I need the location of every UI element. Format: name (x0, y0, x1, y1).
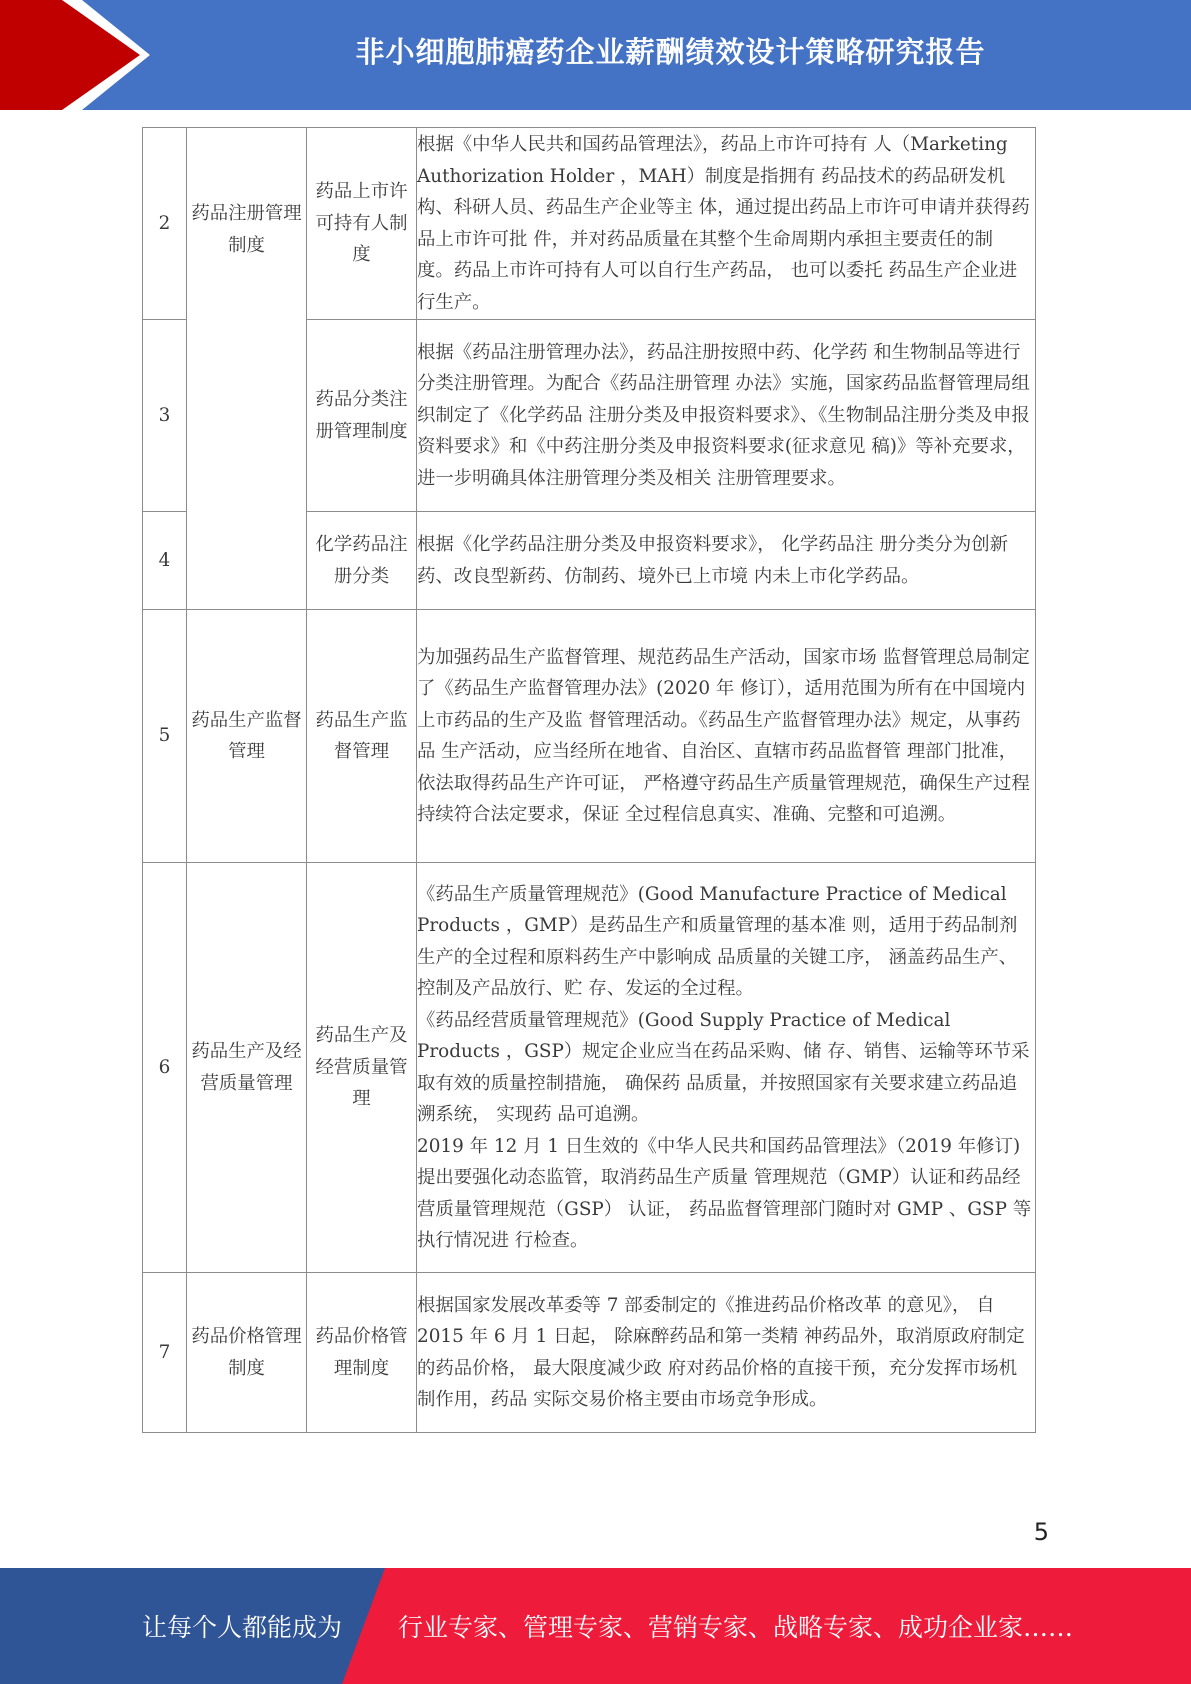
description-paragraph: 根据《中华人民共和国药品管理法》，药品上市许可持有 人（Marketing Authorization Holder ，MAH）制度是指拥有 药品技术的药品研发机构、科研人员、药品生产企业等主 体，通过提出药品上市许可申请并获得药品上市许可批 件，并对药品质量在其整个生命周期内承担主要责任的制 度。药品上市许可持有人可以自行生产药品， 也可以委托 药品生产企业进行生产。 (417, 134, 1030, 313)
description-cell (417, 610, 1036, 863)
description-cell (417, 128, 1036, 320)
category-cell: 药品生产及经营质量管理 (187, 863, 307, 1273)
description-paragraph: 为加强药品生产监督管理、规范药品生产活动，国家市场 监督管理总局制定了《药品生产监督管理办法》(2020 年 修订），适用范围为所有在中国境内上市药品的生产及监 督管理活动。《药品生产监督管理办法》规定，从事药品 生产活动，应当经所在地省、自治区、直辖市药品监督管 理部门批准，依法取得药品生产许可证， 严格遵守药品生产质量管理规范，确保生产过程持续符合法定要求，保证 全过程信息真实、准确、完整和可追溯。 (417, 646, 1030, 825)
page-header (0, 0, 1191, 110)
row-number: 7 (143, 1273, 187, 1433)
description-paragraph: 根据《化学药品注册分类及申报资料要求》， 化学药品注 册分类分为创新药、改良型新药、仿制药、境外已上市境 内未上市化学药品。 (417, 534, 1008, 587)
item-cell: 药品上市许可持有人制度 (307, 128, 417, 320)
description-cell (417, 1273, 1036, 1433)
row-number: 6 (143, 863, 187, 1273)
description-cell (417, 512, 1036, 610)
description-cell (417, 320, 1036, 512)
footer-slogan-right: 行业专家、管理专家、营销专家、战略专家、成功企业家…… (398, 1613, 1074, 1642)
table-row (143, 863, 1036, 1273)
page-footer (0, 1568, 1191, 1684)
category-cell: 药品生产监督管理 (187, 610, 307, 863)
description-paragraph: 《药品生产质量管理规范》(Good Manufacture Practice of Medical Products ，GMP）是药品生产和质量管理的基本准 则，适用于药品制剂生产的全过程和原料药生产中影响成 品质量的关键工序， 涵盖药品生产、控制及产品放行、贮 存、发运的全过程。 (417, 883, 1018, 999)
row-number: 4 (143, 512, 187, 610)
item-cell: 药品价格管理制度 (307, 1273, 417, 1433)
header-red-chevron (0, 0, 150, 110)
item-cell: 药品生产监督管理 (307, 610, 417, 863)
table-row (143, 128, 1036, 320)
row-number: 2 (143, 128, 187, 320)
item-cell: 药品生产及经营质量管理 (307, 863, 417, 1273)
table-row (143, 610, 1036, 863)
description-paragraph: 《药品经营质量管理规范》(Good Supply Practice of Medical Products ，GSP）规定企业应当在药品采购、储 存、销售、运输等环节采取有效的质量控制措施， 确保药 品质量，并按照国家有关要求建立药品追溯系统， 实现药 品可追溯。 (417, 1009, 1030, 1125)
footer-slogan-left: 让每个人都能成为 (142, 1613, 343, 1642)
description-paragraph: 根据国家发展改革委等 7 部委制定的《推进药品价格改革 的意见》， 自 2015 年 6 月 1 日起， 除麻醉药品和第一类精 神药品外，取消原政府制定的药品价格， 最大限度减少政 府对药品价格的直接干预，充分发挥市场机制作用，药品 实际交易价格主要由市场竞争形成。 (417, 1294, 1025, 1410)
row-number: 5 (143, 610, 187, 863)
item-cell: 药品分类注册管理制度 (307, 320, 417, 512)
table-row (143, 1273, 1036, 1433)
category-cell: 药品价格管理制度 (187, 1273, 307, 1433)
page-number: 5 (1033, 1518, 1049, 1546)
regulation-table (142, 127, 1036, 1433)
description-cell (417, 863, 1036, 1273)
category-cell: 药品注册管理制度 (187, 128, 307, 610)
report-title: 非小细胞肺癌药企业薪酬绩效设计策略研究报告 (355, 34, 986, 69)
description-paragraph: 2019 年 12 月 1 日生效的《中华人民共和国药品管理法》（2019 年修订)提出要强化动态监管，取消药品生产质量 管理规范（GMP）认证和药品经营质量管理规范（GSP） 认证， 药品监督管理部门随时对 GMP 、GSP 等执行情况进 行检查。 (417, 1135, 1032, 1251)
description-paragraph: 根据《药品注册管理办法》，药品注册按照中药、化学药 和生物制品等进行分类注册管理。为配合《药品注册管理 办法》实施，国家药品监督管理局组织制定了《化学药品 注册分类及申报资料要求》、《生物制品注册分类及申报 资料要求》和《中药注册分类及申报资料要求(征求意见 稿)》等补充要求， 进一步明确具体注册管理分类及相关 注册管理要求。 (417, 341, 1030, 489)
item-cell: 化学药品注册分类 (307, 512, 417, 610)
row-number: 3 (143, 320, 187, 512)
